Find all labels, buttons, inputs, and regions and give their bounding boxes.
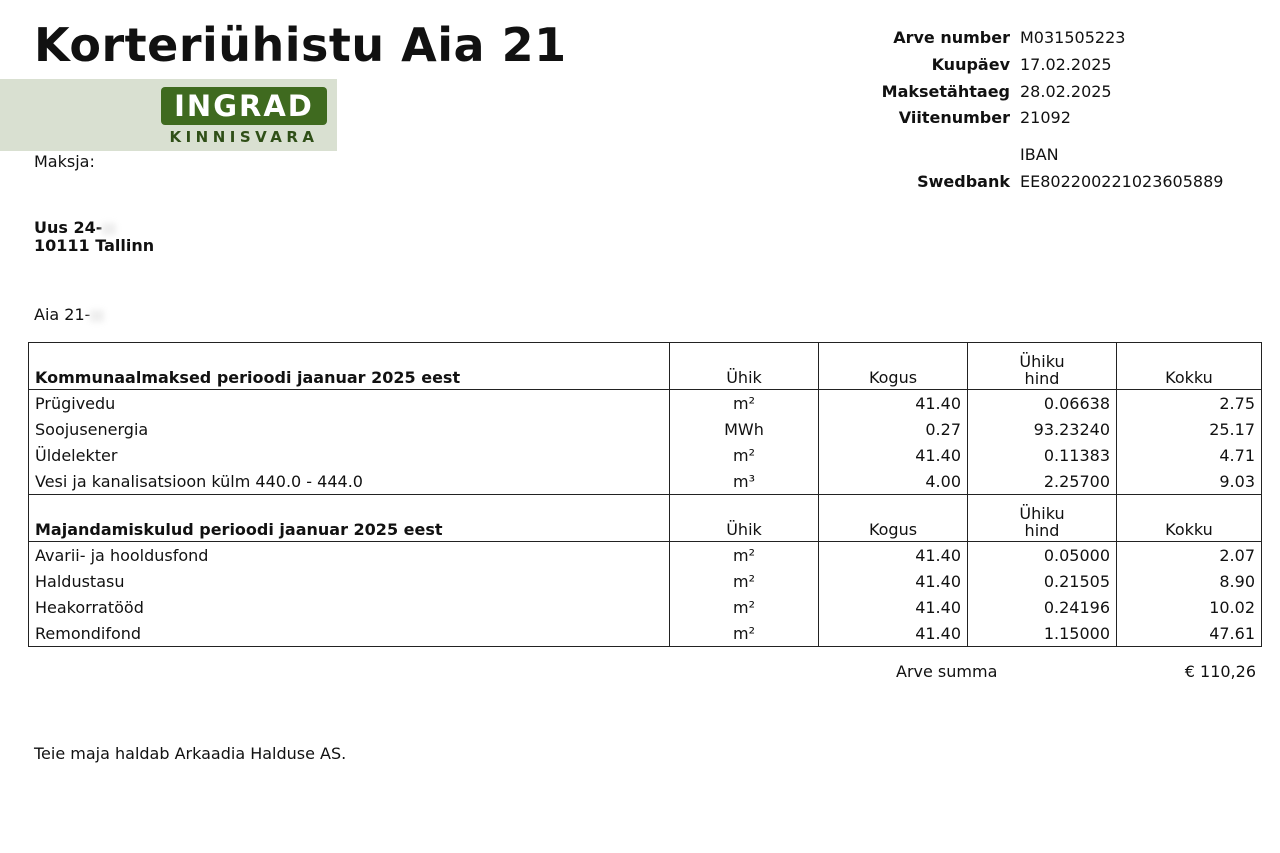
item-qty: 41.40 — [819, 568, 968, 594]
item-qty: 41.40 — [819, 390, 968, 417]
col-qty-header: Kogus — [819, 495, 968, 542]
meta-label-date: Kuupäev — [931, 55, 1010, 74]
meta-label-due-date: Maksetähtaeg — [881, 82, 1010, 101]
table-row — [29, 542, 1262, 569]
item-name: Haldustasu — [29, 568, 670, 594]
item-qty: 0.27 — [819, 416, 968, 442]
item-name: Prügivedu — [29, 390, 670, 417]
meta-iban-label: IBAN — [1020, 145, 1059, 164]
item-price: 1.15000 — [968, 620, 1117, 647]
item-qty: 41.40 — [819, 542, 968, 569]
section-header-row — [29, 495, 1262, 542]
item-total: 9.03 — [1117, 468, 1262, 495]
item-total: 4.71 — [1117, 442, 1262, 468]
col-unit-header: Ühik — [670, 495, 819, 542]
col-qty-header: Kogus — [819, 343, 968, 390]
col-total-header: Kokku — [1117, 495, 1262, 542]
item-qty: 41.40 — [819, 594, 968, 620]
meta-value-invoice-number: M031505223 — [1020, 28, 1126, 47]
invoice-table — [28, 342, 1262, 647]
total-value: € 110,26 — [1184, 662, 1256, 681]
item-name: Remondifond — [29, 620, 670, 647]
item-total: 2.75 — [1117, 390, 1262, 417]
item-price: 0.21505 — [968, 568, 1117, 594]
footer-note: Teie maja haldab Arkaadia Halduse AS. — [34, 744, 347, 763]
item-total: 8.90 — [1117, 568, 1262, 594]
item-total: 25.17 — [1117, 416, 1262, 442]
item-unit: m² — [670, 442, 819, 468]
item-unit: m² — [670, 620, 819, 647]
table-row — [29, 468, 1262, 495]
item-unit: m³ — [670, 468, 819, 495]
item-name: Avarii- ja hooldusfond — [29, 542, 670, 569]
table-row — [29, 594, 1262, 620]
address-line-2: 10111 Tallinn — [34, 236, 155, 255]
meta-block — [0, 0, 1280, 200]
meta-value-reference: 21092 — [1020, 108, 1071, 127]
item-qty: 4.00 — [819, 468, 968, 495]
table-row — [29, 416, 1262, 442]
meta-label-reference: Viitenumber — [898, 108, 1010, 127]
item-name: Vesi ja kanalisatsioon külm 440.0 - 444.0 — [29, 468, 670, 495]
col-total-header: Kokku — [1117, 343, 1262, 390]
col-price-header-line1: Ühiku — [1019, 352, 1065, 371]
item-name: Üldelekter — [29, 442, 670, 468]
meta-value-due-date: 28.02.2025 — [1020, 82, 1112, 101]
section-title: Majandamiskulud perioodi jaanuar 2025 eest — [29, 495, 670, 542]
section-header-row — [29, 343, 1262, 390]
table-row — [29, 620, 1262, 647]
col-price-header — [968, 495, 1117, 542]
item-unit: m² — [670, 568, 819, 594]
logo-subtitle: KINNISVARA — [169, 128, 319, 146]
item-name: Heakorratööd — [29, 594, 670, 620]
item-price: 93.23240 — [968, 416, 1117, 442]
item-price: 0.06638 — [968, 390, 1117, 417]
meta-label-bank: Swedbank — [917, 172, 1010, 191]
item-unit: m² — [670, 594, 819, 620]
col-price-header-line2: hind — [1024, 521, 1060, 540]
table-row — [29, 390, 1262, 417]
col-price-header — [968, 343, 1117, 390]
table-row — [29, 568, 1262, 594]
item-unit: m² — [670, 390, 819, 417]
item-price: 0.05000 — [968, 542, 1117, 569]
item-price: 0.24196 — [968, 594, 1117, 620]
item-unit: MWh — [670, 416, 819, 442]
total-label: Arve summa — [896, 662, 998, 681]
item-price: 0.11383 — [968, 442, 1117, 468]
item-unit: m² — [670, 542, 819, 569]
redacted-mark — [90, 310, 104, 322]
meta-value-iban: EE802200221023605889 — [1020, 172, 1224, 191]
table-row — [29, 442, 1262, 468]
col-price-header-line2: hind — [1024, 369, 1060, 388]
payer-address — [34, 219, 154, 255]
item-price: 2.25700 — [968, 468, 1117, 495]
item-qty: 41.40 — [819, 620, 968, 647]
item-total: 47.61 — [1117, 620, 1262, 647]
apartment-text: Aia 21- — [34, 305, 91, 324]
redacted-mark — [102, 223, 116, 235]
item-total: 2.07 — [1117, 542, 1262, 569]
col-unit-header: Ühik — [670, 343, 819, 390]
item-qty: 41.40 — [819, 442, 968, 468]
meta-label-invoice-number: Arve number — [893, 28, 1010, 47]
item-total: 10.02 — [1117, 594, 1262, 620]
address-line-1: Uus 24- — [34, 218, 103, 237]
section-title: Kommunaalmaksed perioodi jaanuar 2025 eest — [29, 343, 670, 390]
item-name: Soojusenergia — [29, 416, 670, 442]
document-title: Korteriühistu Aia 21 — [34, 18, 567, 72]
apartment-ref — [34, 305, 104, 324]
payer-label: Maksja: — [34, 152, 95, 171]
col-price-header-line1: Ühiku — [1019, 504, 1065, 523]
logo-wordmark: INGRAD — [174, 89, 314, 123]
meta-value-date: 17.02.2025 — [1020, 55, 1112, 74]
